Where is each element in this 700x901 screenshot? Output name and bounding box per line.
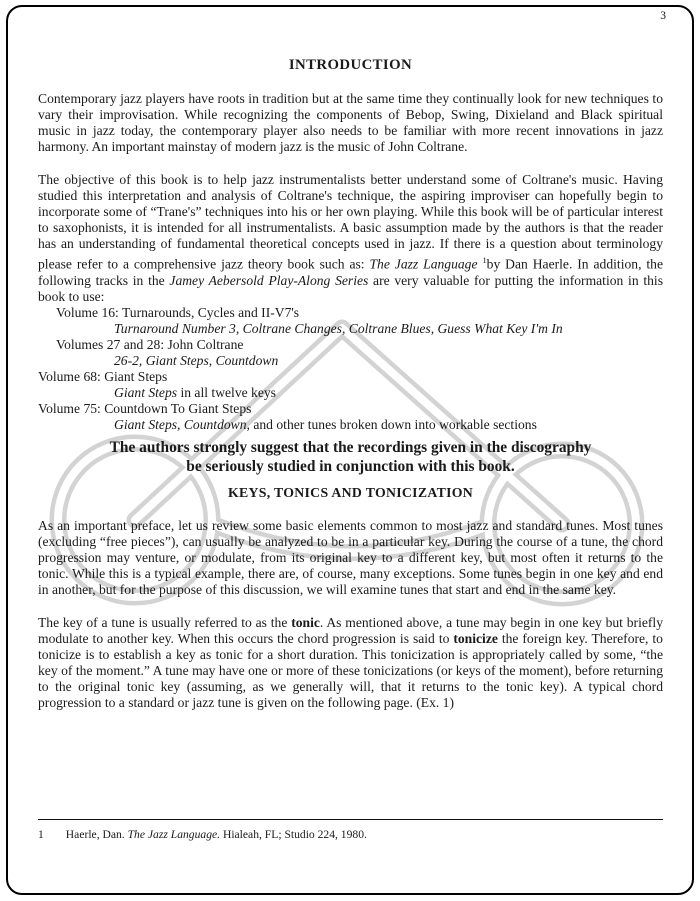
intro-title: INTRODUCTION [288,57,413,73]
footnote-number: 1 [38,828,44,841]
jazz-language-book-title: The Jazz Language [369,256,483,272]
volume-68-tracks-rest: in all twelve keys [177,384,276,400]
keys-paragraph-2 [38,615,663,711]
volume-16-tracks: Turnaround Number 3, Coltrane Changes, Coltrane Blues, Guess What Key I'm In [114,320,563,336]
page-number: 3 [660,10,666,22]
volume-68-tracks-title: Giant Steps [114,384,178,400]
authors-recommendation-line1: The authors strongly suggest that the recordings given in the discography [109,438,592,456]
footnote-reference: 1 [482,255,487,265]
volumes-27-28-tracks: 26-2, Giant Steps, Countdown [114,352,279,368]
intro-p2-text-end: are very valuable for putting the information in this book to use: [38,272,663,304]
page-content [38,0,663,711]
footnote [38,819,663,841]
aebersold-series-title: Jamey Aebersold Play-Along Series [169,272,369,288]
authors-recommendation [38,438,663,476]
footnote-author: Haerle, Dan. [65,828,128,841]
footnote-book-title: The Jazz Language. [127,828,221,841]
keys-section-title: KEYS, TONICS AND TONICIZATION [227,484,474,500]
volume-68-tracks [114,385,663,401]
intro-paragraph-2 [38,172,663,305]
authors-recommendation-line2: be seriously studied in conjunction with this book. [186,457,515,475]
intro-paragraph-1: Contemporary jazz players have roots in tradition but at the same time they continually look for new techniques to vary their improvisation. While recognizing the components of Bebop, Swing, Dixieland and Black spiritual music in jazz today, the contemporary player also needs to be familiar with more recent innovations in jazz harmony. An important mainstay of modern jazz is the music of John Coltrane. [38,91,663,154]
volume-list [38,305,663,433]
volume-75-tracks-rest: and other tunes broken down into workable sections [249,416,537,432]
keys-p2-text-end: the foreign key. Therefore, to tonicize is to establish a key as tonic for a short duration. This tonicization is appropriately called by some, “the key of the moment.” A tune may have one or more of these tonicizations (or keys of the moment), before returning to the original tonic key (assuming, as we generally will, that it returns to the tonic key). A typical chord progression to a standard or jazz tune is given on the following page. (Ex. 1) [38,630,663,710]
keys-paragraph-1: As an important preface, let us review some basic elements common to most jazz and standard tunes. Most tunes (excluding “free pieces”), can usually be analyzed to be in a particular key. During the course of a tune, the chord progression may venture, or modulate, from its original key to a different key, but most often it returns to the tonic. While this is a typical example, there are, of course, many exceptions. Some tunes begin in one key and end in another, but for the purpose of this discussion, we will examine tunes that start and end in the same key. [38,517,663,597]
volumes-27-28-line: Volumes 27 and 28: John Coltrane [56,336,244,352]
tonicize-term: tonicize [453,630,498,646]
intro-p2-text: The objective of this book is to help jazz instrumentalists better understand some of Coltrane's music. Having studied this interpretation and analysis of Coltrane's technique, the aspiring improviser can hopefully begin to incorporate some of “Trane's” techniques into his or her own playing. While this book will be of particular interest to saxophonists, it is intended for all instrumentalists. A basic assumption made by the authors is that the reader has an understanding of fundamental theoretical concepts used in jazz. If there is a question about terminology please refer to a comprehensive jazz theory book such as: [38,172,663,272]
volume-75-tracks [114,417,663,433]
footnote-text [66,828,367,841]
volume-16-line: Volume 16: Turnarounds, Cycles and II-V7's [56,304,300,320]
volume-75-tracks-title: Giant Steps, Countdown, [114,416,250,432]
intro-p2-text-cont: by Dan Haerle. In addition, the following tracks in the [38,256,663,288]
volume-75-line: Volume 75: Countdown To Giant Steps [38,400,252,416]
footnote-publisher: Hialeah, FL; Studio 224, 1980. [220,828,367,841]
volume-68-line: Volume 68: Giant Steps [38,368,168,384]
tonic-term: tonic [291,614,320,630]
keys-p2-text-cont: . As mentioned above, a tune may begin in one key but briefly modulate to another key. When this occurs the chord progression is said to [38,614,663,646]
keys-p2-text: The key of a tune is usually referred to as the [38,614,292,630]
